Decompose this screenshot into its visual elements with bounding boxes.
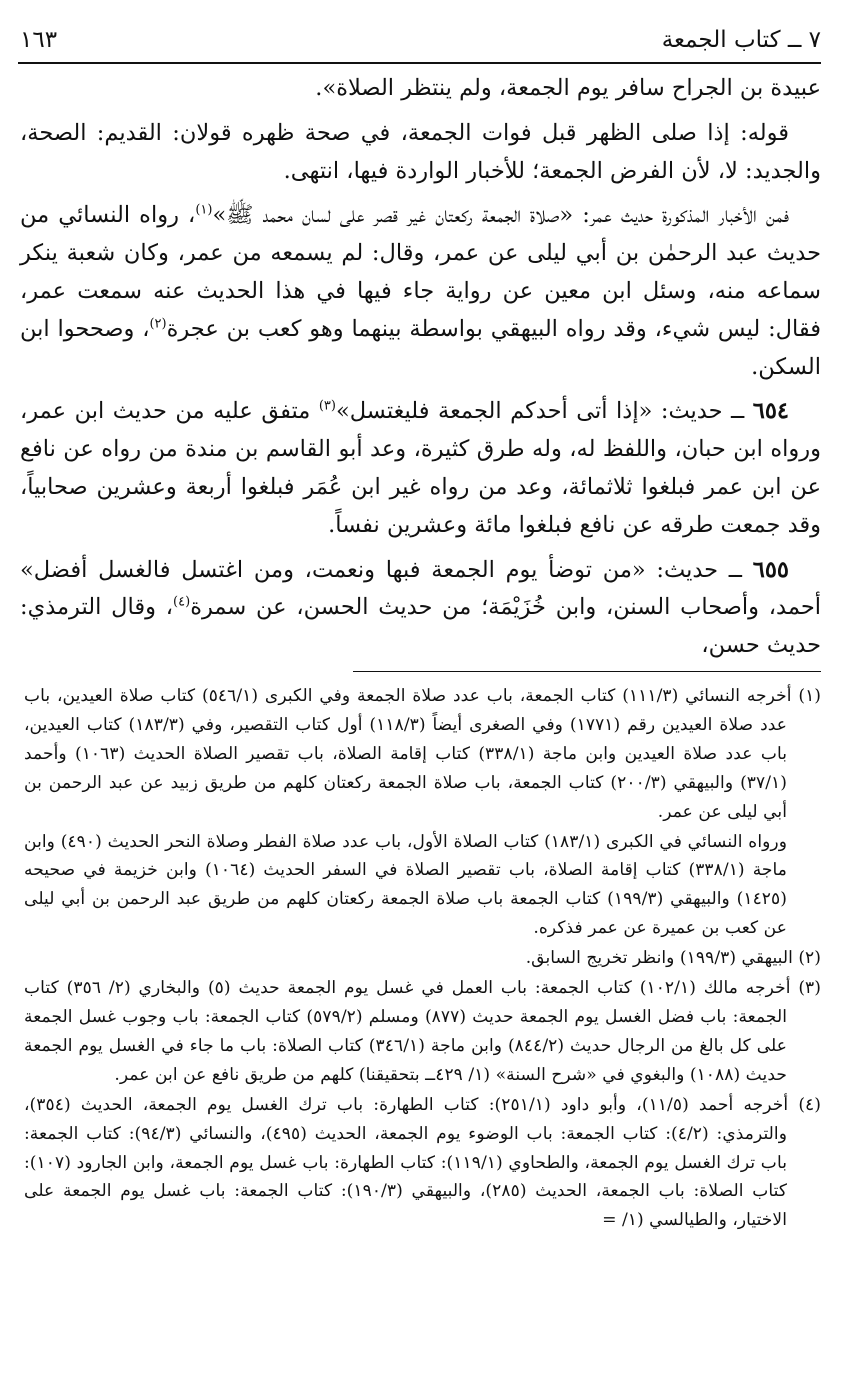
footnote-ref-1: (١) (195, 202, 213, 218)
footnote-ref-4: (٤) (173, 594, 191, 610)
footnote-separator (353, 671, 821, 672)
hadith-655 (20, 552, 821, 665)
hadith-655-text-b: ، وقال الترمذي: حديث حسن، (20, 594, 821, 659)
hadith-654-text-a: ــ حديث: «إذا أتى أحدكم الجمعة فليغتسل» (335, 398, 753, 425)
header-rule (18, 62, 821, 64)
footnote-1-continued: ورواه النسائي في الكبرى (١٨٣/١) كتاب الصلاة الأول، باب عدد صلاة الفطر وصلاة النحر الحديث (٤٩٠) وابن ماجة (٣٣٨/١) كتاب إقامة الصلاة، باب تقصير الصلاة في السفر الحديث (١٠٦٤) وابن خزيمة في صحيحه (١٤٢٥) والبيهقي (١٩٩/٣) كتاب الجمعة باب صلاة الجمعة ركعتان كلهم من طريق عبد الرحمن بن أبي ليلى عن كعب بن عميرة عن عمر فذكره. (24, 831, 787, 939)
running-header (20, 22, 821, 58)
footnotes (24, 682, 821, 1236)
footnote-2: (٢) البيهقي (١٩٩/٣) وانظر تخريج السابق. (525, 948, 821, 969)
footnote-4: (٤) أخرجه أحمد (١١/٥)، وأبو داود (٢٥١/١): كتاب الطهارة: باب ترك الغسل يوم الجمعة، الحديث (٣٥٤)، والترمذي: (٤/٢): كتاب الجمعة: باب الوضوء يوم الجمعة، الحديث (٤٩٥)، والنسائي (٩٤/٣): كتاب الجمعة: باب ترك الغسل يوم الجمعة، والطحاوي (١١٩/١): كتاب الطهارة: باب غسل يوم الجمعة، وابن الجارود (١٠٧): كتاب الصلاة: باب الجمعة، الحديث (٢٨٥)، والبيهقي (١٩٠/٣): كتاب الجمعة: باب غسل يوم الجمعة على الاختيار، والطيالسي (١/ = (24, 1094, 821, 1231)
hadith-655-number: ٦٥٥ (752, 556, 789, 583)
footnote-1: (١) أخرجه النسائي (١١١/٣) كتاب الجمعة، باب عدد صلاة الجمعة وفي الكبرى (٥٤٦/١) كتاب صلاة العيدين، باب عدد صلاة العيدين رقم (١٧٧١) وفي الصغرى أيضاً (١١٨/٣) أول كتاب التقصير، وفي (١٨٣/٣) كتاب العيدين، باب عدد صلاة العيدين وابن ماجة (٣٣٨/١) كتاب إقامة الصلاة، باب تقصير الصلاة الحديث (١٠٦٣) وأحمد (٣٧/١) والبيهقي (٢٠٠/٣) كتاب الجمعة، باب صلاة الجمعة ركعتان كلهم من طريق زبيد عن عبد الرحمن بن أبي ليلى عن عمر. (24, 686, 822, 822)
hadith-654-number: ٦٥٤ (752, 398, 790, 425)
hadith-654-text-b: متفق عليه من حديث ابن عمر، ورواه ابن حبان، واللفظ له، وله طرق كثيرة، وعد أبو القاسم بن مندة من رواه عن نافع عن ابن عمر فبلغوا ثلاثمائة، وعد من رواه غير ابن عُمَر فبلغوا أربعة وعشرين صحابياً، وقد جمعت طرقه عن نافع فبلغوا مائة وعشرين نفساً. (20, 398, 821, 538)
paragraph-1: عبيدة بن الجراح سافر يوم الجمعة، ولم ينتظر الصلاة». (315, 75, 821, 101)
footnote-3: (٣) أخرجه مالك (١٠٢/١) كتاب الجمعة: باب العمل في غسل يوم الجمعة حديث (٥) والبخاري (٢/ ٣٥٦) كتاب الجمعة: باب فضل الغسل يوم الجمعة حديث (٨٧٧) ومسلم (٥٧٩/٢) كتاب الجمعة: باب وجوب غسل الجمعة على كل بالغ من الرجال حديث (٨٤٤/٢) وابن ماجة (٣٤٦/١) كتاب الصلاة: باب ما جاء في الغسل يوم الجمعة حديث (١٠٨٨) والبغوي في «شرح السنة» (١/ ٤٢٩ــ بتحقيقنا) كلهم من طريق نافع عن ابن عمر. (24, 978, 821, 1085)
page-number: ١٦٣ (20, 27, 58, 53)
main-text (20, 70, 821, 672)
paragraph-3-text-a: فمن الأخبار المذكورة حديث عمر: «صلاة الجمعة ركعتان غير قصر على لسان محمد ﷺ» (212, 202, 790, 229)
hadith-655-text-a: ــ حديث: «من توضأ يوم الجمعة فبها ونعمت، ومن اغتسل فالغسل أفضل» أحمد، وأصحاب السنن، وابن خُزَيْمَة؛ من حديث الحسن، عن سمرة (20, 556, 821, 621)
footnote-ref-2: (٢) (149, 316, 167, 332)
paragraph-2: قوله: إذا صلى الظهر قبل فوات الجمعة، في صحة ظهره قولان: القديم: الصحة، والجديد: لا، لأن الفرض الجمعة؛ للأخبار الواردة فيها، انتهى. (20, 119, 821, 184)
paragraph-3-text-c: ، وصححوا ابن السكن. (20, 315, 821, 380)
hadith-654 (20, 393, 821, 544)
paragraph-3 (20, 197, 821, 386)
chapter-title: ٧ ــ كتاب الجمعة (661, 27, 821, 53)
footnote-ref-3: (٣) (318, 398, 336, 414)
paragraph-3-text-b: ، رواه النسائي من حديث عبد الرحمٰن بن أبي ليلى عن عمر، وقال: لم يسمعه من عمر، وكان شعبة ينكر سماعه منه، وسئل ابن معين عن رواية جاء فيها في هذا الحديث عنه سمعت عمر، فقال: ليس شيء، وقد رواه البيهقي بواسطة بينهما وهو كعب بن عجرة (20, 202, 821, 342)
